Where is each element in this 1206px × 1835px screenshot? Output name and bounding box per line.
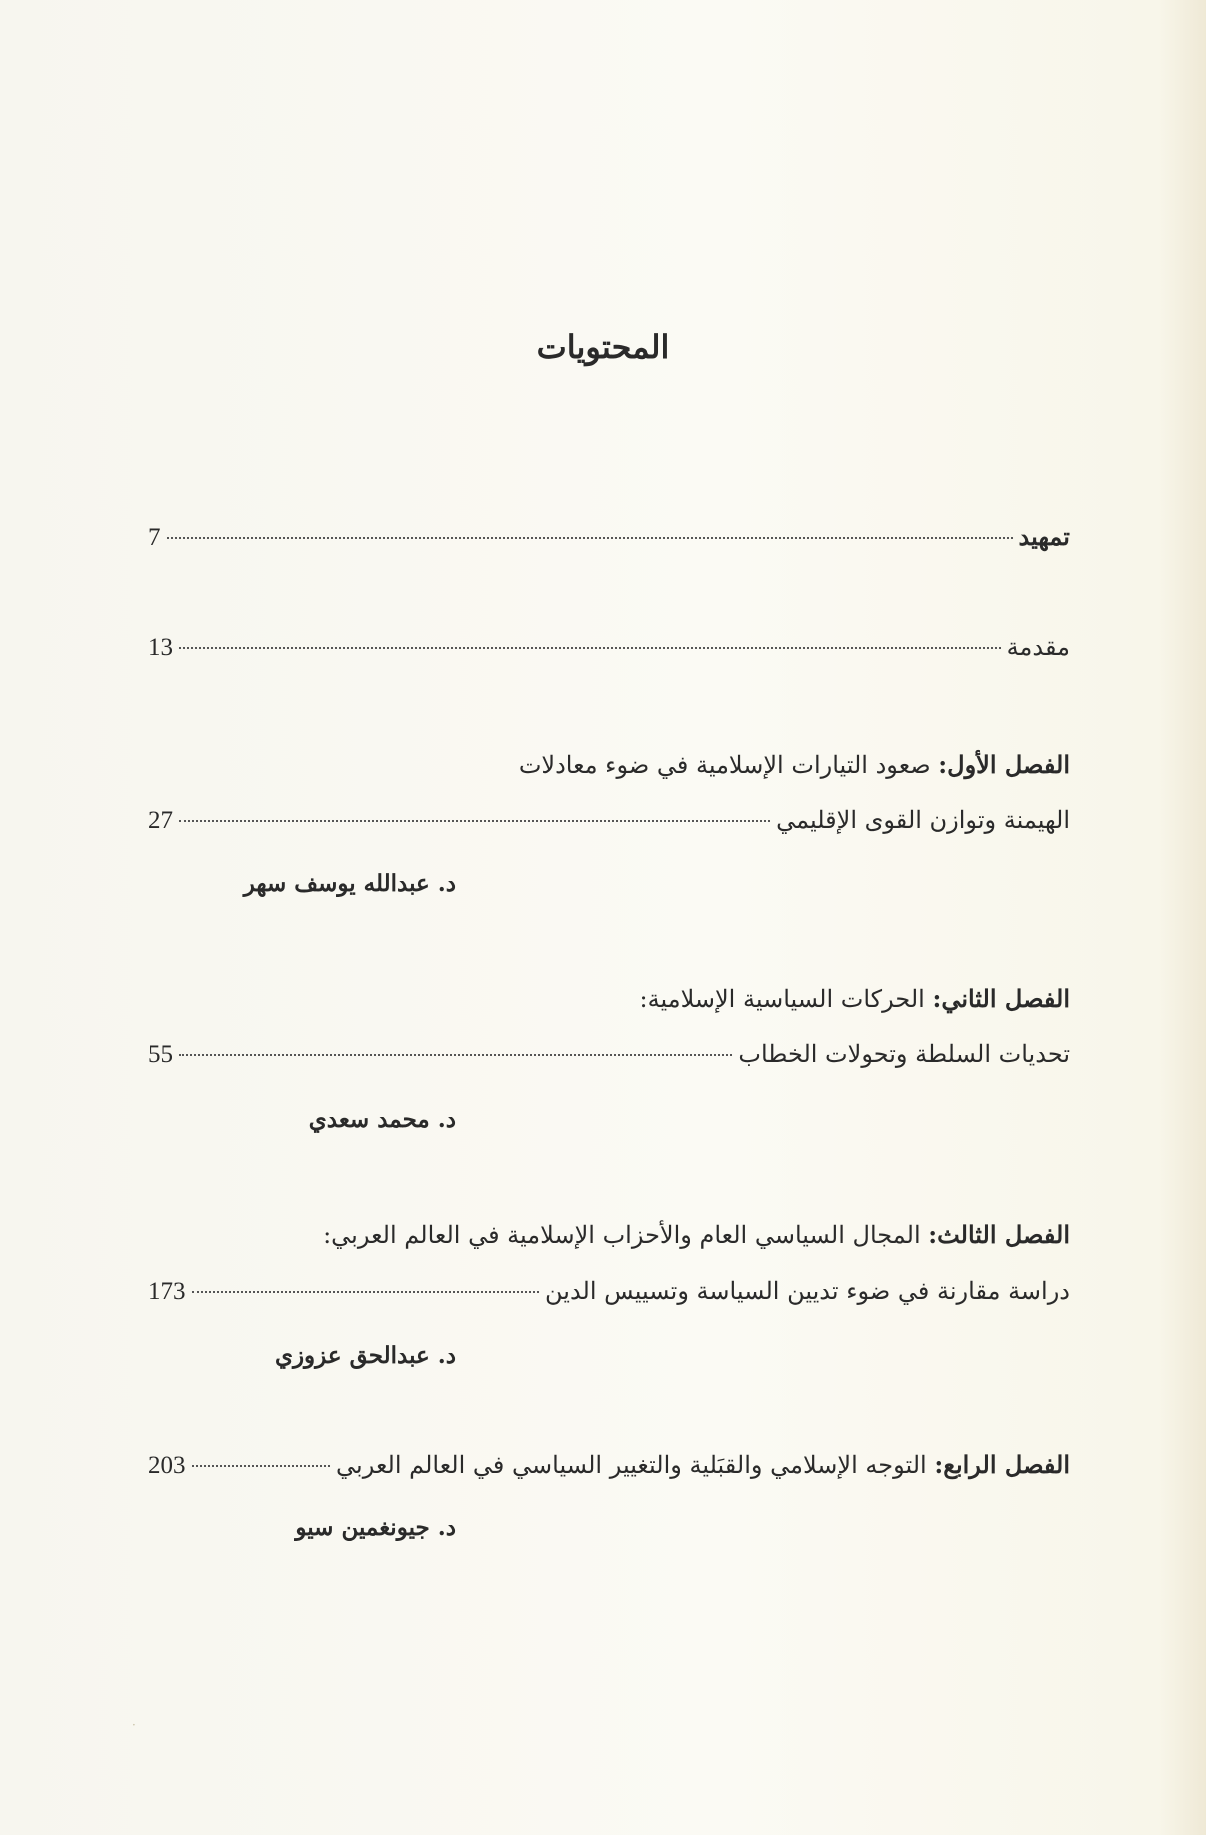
chapter-2-title-line1 [640,984,1070,1013]
chapter-prefix: الفصل الأول: [938,750,1070,779]
toc-entry-introduction [148,633,1070,673]
page-number: 7 [148,524,161,551]
chapter-4-author: د. جيونغمين سيو [295,1514,456,1541]
page-number: 27 [148,807,173,834]
toc-entry-preface [148,522,1070,562]
dot-leader [167,537,1013,539]
dot-leader [179,647,1001,649]
chapter-title: الحركات السياسية الإسلامية: [639,985,933,1013]
page-number: 173 [148,1278,186,1305]
page-number: 203 [148,1452,186,1479]
chapter-3-title-line2 [148,1277,1070,1317]
chapter-subtitle: دراسة مقارنة في ضوء تديين السياسة وتسييس الدين [545,1277,1070,1305]
dot-leader [192,1465,331,1467]
chapter-1-title-line1 [519,750,1070,779]
page-title: المحتويات [536,328,670,366]
chapter-prefix: الفصل الثاني: [932,984,1070,1013]
entry-label: مقدمة [1006,633,1070,661]
page-number: 55 [148,1041,173,1068]
chapter-1-author: د. عبدالله يوسف سهر [243,870,456,897]
chapter-title: صعود التيارات الإسلامية في ضوء معادلات [518,751,939,779]
chapter-3-title-line1 [323,1220,1070,1249]
chapter-4-title [148,1450,1070,1490]
chapter-1-title-line2 [148,806,1070,846]
chapter-prefix: الفصل الثالث: [928,1220,1070,1249]
entry-label: تمهيد [1018,522,1070,551]
page-number: 13 [148,634,173,661]
chapter-prefix: الفصل الرابع: [934,1450,1070,1479]
chapter-title: المجال السياسي العام والأحزاب الإسلامية في العالم العربي: [323,1221,929,1249]
chapter-3-author: د. عبدالحق عزوزي [274,1342,456,1369]
dot-leader [179,820,770,822]
chapter-2-author: د. محمد سعدي [308,1106,456,1133]
scan-speck: · [132,1718,136,1732]
dot-leader [179,1054,732,1056]
chapter-subtitle: الهيمنة وتوازن القوى الإقليمي [776,806,1070,834]
chapter-subtitle: تحديات السلطة وتحولات الخطاب [738,1040,1070,1068]
chapter-2-title-line2 [148,1040,1070,1080]
dot-leader [192,1291,540,1293]
chapter-title: التوجه الإسلامي والقبَلية والتغيير السياسي في العالم العربي [336,1451,935,1479]
